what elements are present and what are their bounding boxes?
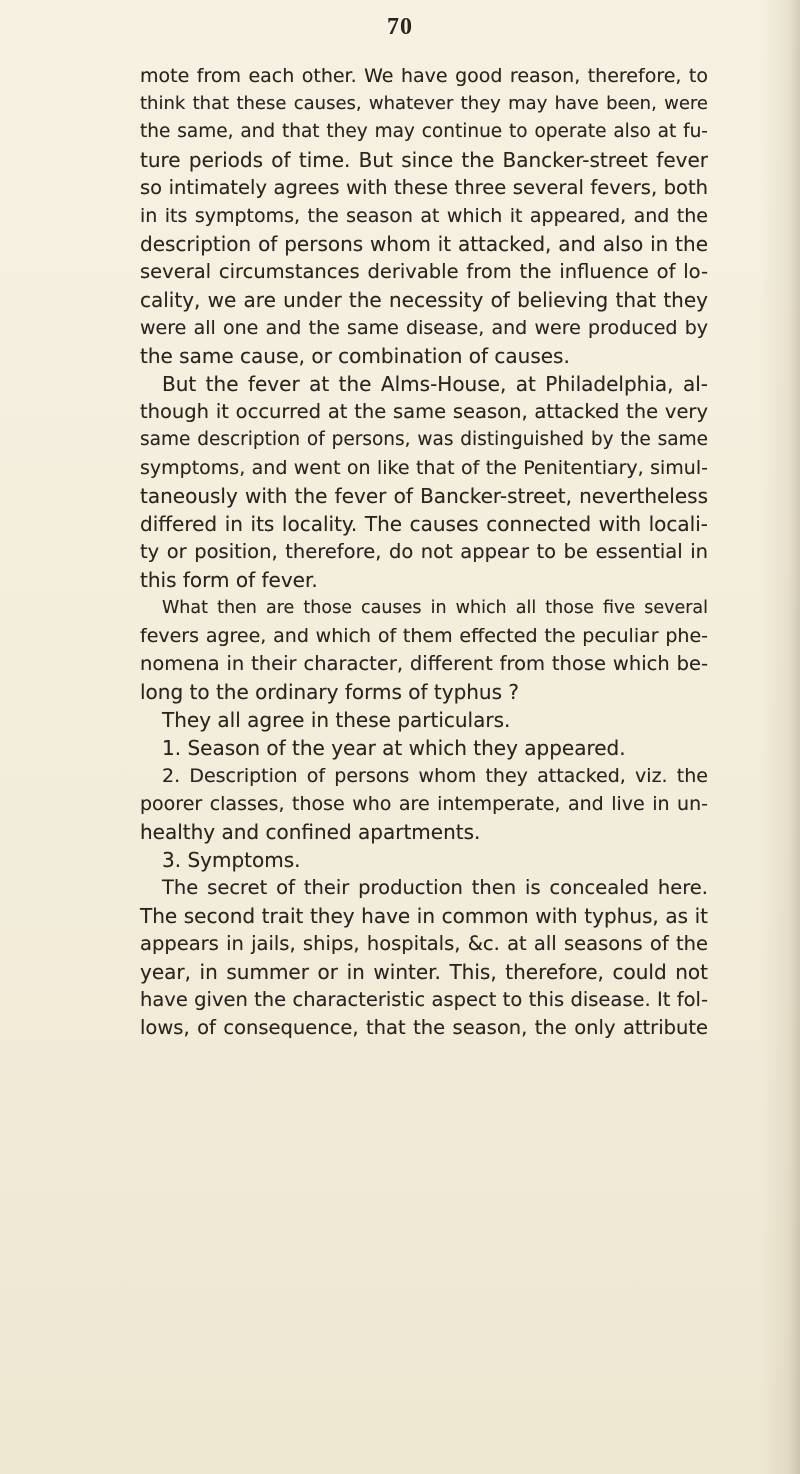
text-line: year, in summer or in winter. This, therefore, could not bbox=[140, 960, 708, 984]
body-text bbox=[140, 62, 708, 1042]
text-line: symptoms, and went on like that of the Penitentiary, simul- bbox=[140, 457, 708, 479]
text-line: description of persons whom it attacked, and also in the bbox=[140, 232, 708, 256]
page-edge-shadow bbox=[760, 0, 800, 1474]
text-line: fevers agree, and which of them effected the peculiar phe- bbox=[140, 625, 708, 647]
text-line: several circumstances derivable from the influence of lo- bbox=[140, 260, 708, 283]
text-line: lows, of consequence, that the season, the only attribute bbox=[140, 1016, 708, 1039]
text-line: poorer classes, those who are intemperate, and live in un- bbox=[140, 793, 708, 815]
text-line: But the fever at the Alms-House, at Philadelphia, al- bbox=[162, 372, 708, 396]
text-line: They all agree in these particulars. bbox=[162, 708, 511, 732]
text-line: 1. Season of the year at which they appeared. bbox=[162, 736, 626, 760]
text-line: mote from each other. We have good reason, therefore, to bbox=[140, 65, 708, 87]
text-line: this form of fever. bbox=[140, 568, 318, 592]
page-number: 70 bbox=[387, 14, 413, 40]
text-line: taneously with the fever of Bancker-street, nevertheless bbox=[140, 484, 708, 508]
text-line: same description of persons, was distinguished by the same bbox=[140, 429, 708, 450]
text-line: the same cause, or combination of causes. bbox=[140, 344, 570, 368]
text-line: in its symptoms, the season at which it appeared, and the bbox=[140, 205, 708, 227]
text-line: ture periods of time. But since the Bancker-street fever bbox=[140, 148, 708, 172]
text-line: long to the ordinary forms of typhus ? bbox=[140, 680, 520, 704]
text-line: though it occurred at the same season, attacked the very bbox=[140, 400, 708, 423]
text-line: The second trait they have in common with typhus, as it bbox=[140, 904, 708, 928]
text-line: healthy and confined apartments. bbox=[140, 820, 481, 844]
text-line: think that these causes, whatever they may have been, were bbox=[140, 93, 708, 114]
text-line: were all one and the same disease, and were produced by bbox=[140, 317, 708, 339]
text-line: The secret of their production then is concealed here. bbox=[162, 876, 708, 899]
text-line: ty or position, therefore, do not appear to be essential in bbox=[140, 540, 708, 563]
text-line: so intimately agrees with these three several fevers, both bbox=[140, 176, 708, 199]
text-line: have given the characteristic aspect to this disease. It fol- bbox=[140, 988, 708, 1011]
text-line: differed in its locality. The causes connected with locali- bbox=[140, 512, 708, 536]
text-line: 2. Description of persons whom they attacked, viz. the bbox=[162, 765, 708, 787]
text-line: 3. Symptoms. bbox=[162, 848, 301, 872]
text-line: nomena in their character, different from those which be- bbox=[140, 652, 708, 675]
text-line: cality, we are under the necessity of believing that they bbox=[140, 288, 708, 312]
text-line: What then are those causes in which all those five several bbox=[162, 598, 708, 618]
text-line: appears in jails, ships, hospitals, &c. at all seasons of the bbox=[140, 932, 708, 955]
text-line: the same, and that they may continue to operate also at fu- bbox=[140, 121, 708, 142]
